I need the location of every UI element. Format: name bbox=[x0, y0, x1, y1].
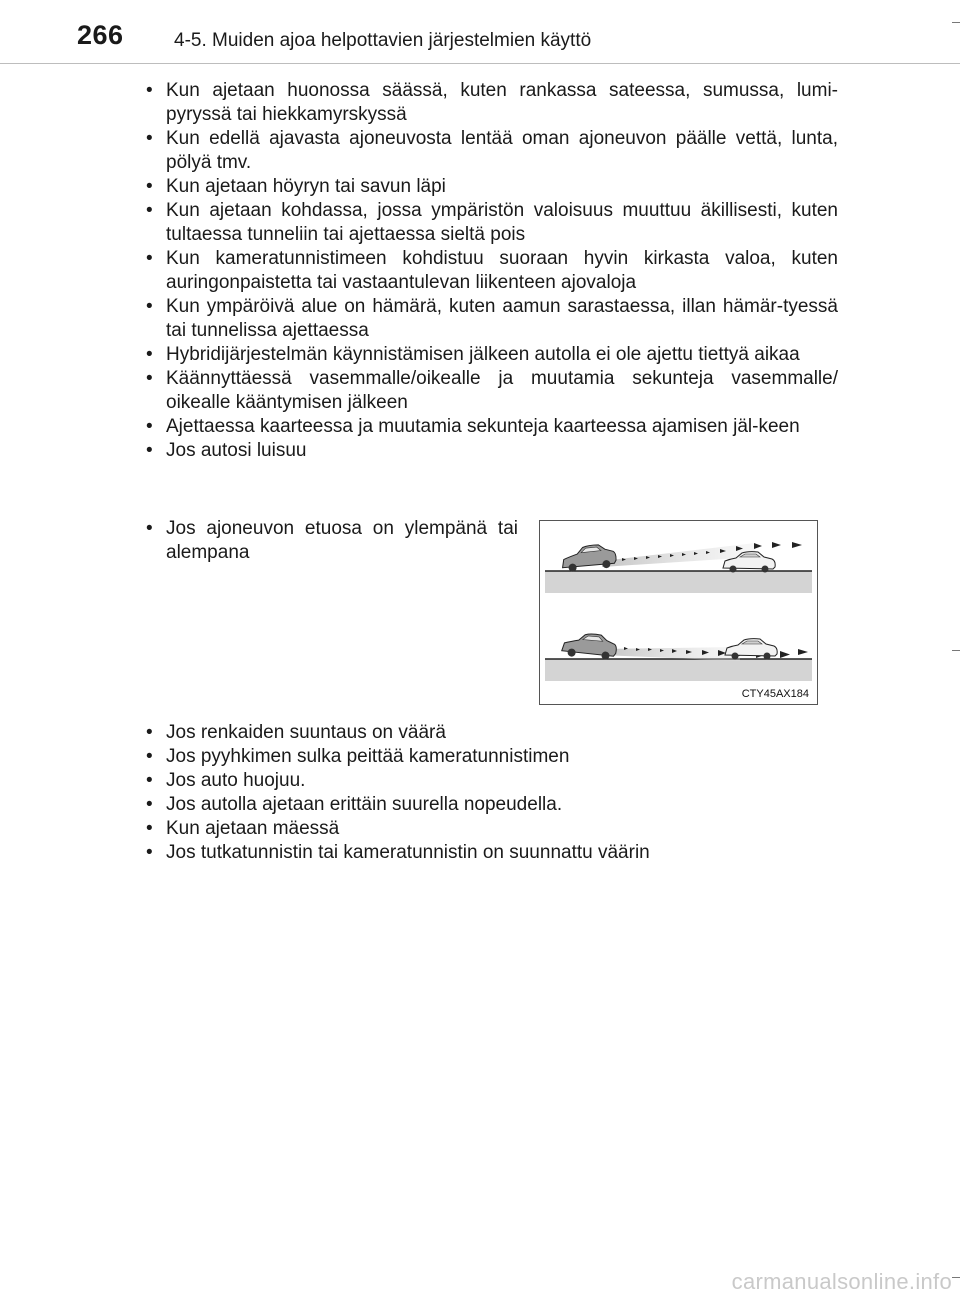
crop-mark bbox=[952, 22, 960, 23]
condition-list-vehicle-pitch bbox=[140, 517, 518, 565]
list-item: • Kun ympäröivä alue on hämärä, kuten aamun sarastaessa, illan hämär-tyessä tai tunnelissa ajettaessa bbox=[140, 295, 838, 343]
list-item: • Kun edellä ajavasta ajoneuvosta lentää oman ajoneuvon päälle vettä, lunta, pölyä tmv. bbox=[140, 127, 838, 175]
vehicle-ahead-icon bbox=[725, 639, 777, 660]
page-number: 266 bbox=[77, 20, 124, 50]
list-item: • Jos ajoneuvon etuosa on ylempänä tai alempana bbox=[140, 517, 518, 565]
list-item: • Kun ajetaan kohdassa, jossa ympäristön valoisuus muuttuu äkillisesti, kuten tultaessa tunneliin tai ajettaessa sieltä pois bbox=[140, 199, 838, 247]
figure-code: CTY45AX184 bbox=[741, 688, 809, 700]
condition-list-vehicle-state bbox=[140, 721, 838, 865]
list-item: • Jos tutkatunnistin tai kameratunnistin on suunnattu väärin bbox=[140, 841, 838, 865]
watermark: carmanualsonline.info bbox=[731, 1269, 952, 1294]
crop-mark bbox=[952, 1277, 960, 1278]
condition-list-weather-lighting bbox=[140, 79, 838, 463]
crop-mark bbox=[952, 650, 960, 651]
own-vehicle-icon bbox=[561, 543, 617, 573]
list-item: • Jos autosi luisuu bbox=[140, 439, 838, 463]
list-item: • Jos auto huojuu. bbox=[140, 769, 838, 793]
list-item: • Jos pyyhkimen sulka peittää kameratunnistimen bbox=[140, 745, 838, 769]
section-title: 4-5. Muiden ajoa helpottavien järjestelmien käyttö bbox=[174, 30, 592, 51]
own-vehicle-icon bbox=[561, 631, 617, 660]
list-item: • Hybridijärjestelmän käynnistämisen jälkeen autolla ei ole ajettu tiettyä aikaa bbox=[140, 343, 838, 367]
list-item: • Jos renkaiden suuntaus on väärä bbox=[140, 721, 838, 745]
list-item: • Kun ajetaan höyryn tai savun läpi bbox=[140, 175, 838, 199]
scene-nose-up bbox=[545, 542, 812, 593]
vehicle-pitch-illustration bbox=[539, 520, 818, 705]
list-item: • Kun ajetaan huonossa säässä, kuten rankassa sateessa, sumussa, lumi-pyryssä tai hiekkamyrskyssä bbox=[140, 79, 838, 127]
list-item: • Kun kameratunnistimeen kohdistuu suoraan hyvin kirkasta valoa, kuten auringonpaistetta tai vastaantulevan liikenteen ajovaloja bbox=[140, 247, 838, 295]
list-item: • Ajettaessa kaarteessa ja muutamia sekunteja kaarteessa ajamisen jäl-keen bbox=[140, 415, 838, 439]
header-divider bbox=[0, 63, 960, 64]
scene-nose-down bbox=[545, 631, 812, 681]
list-item: • Käännyttäessä vasemmalle/oikealle ja muutamia sekunteja vasemmalle/ oikealle kääntymisen jälkeen bbox=[140, 367, 838, 415]
radar-beam-diagram bbox=[540, 521, 817, 704]
list-item: • Kun ajetaan mäessä bbox=[140, 817, 838, 841]
list-item: • Jos autolla ajetaan erittäin suurella nopeudella. bbox=[140, 793, 838, 817]
